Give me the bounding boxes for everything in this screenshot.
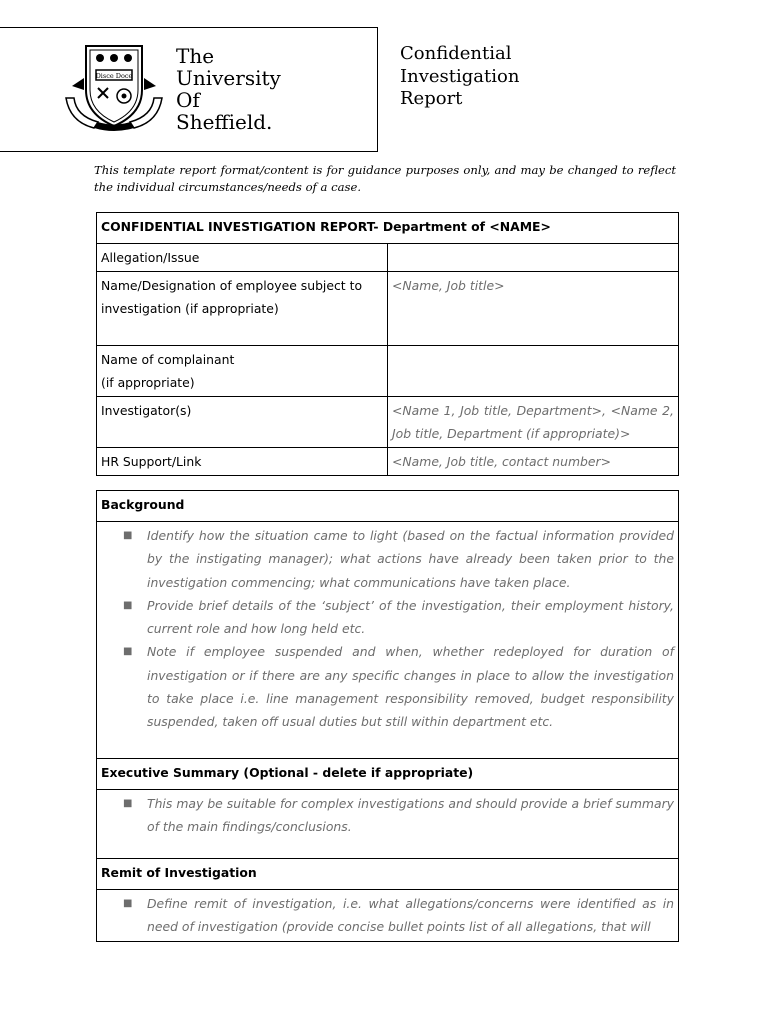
section-heading-remit: Remit of Investigation <box>97 859 679 890</box>
university-crest-icon <box>64 42 164 134</box>
bullet-icon: ■ <box>123 530 133 541</box>
row-label: HR Support/Link <box>97 448 388 476</box>
row-value[interactable]: <Name, Job title> <box>388 272 679 346</box>
section-body-remit[interactable] <box>97 890 679 942</box>
list-item: ■ Identify how the situation came to light (based on the factual information provided by the instigating manager); what actions have already been taken prior to the investigation commencing; what communications have taken place. <box>101 524 674 594</box>
guidance-note: This template report format/content is for guidance purposes only, and may be changed to reflect the individual circumstances/needs of a case. <box>94 163 676 194</box>
bullet-icon: ■ <box>123 646 133 658</box>
university-name-line: The <box>176 44 215 68</box>
row-label: Name/Designation of employee subject to investigation (if appropriate) <box>97 272 388 346</box>
table-row <box>97 448 679 476</box>
list-item: ■ Define remit of investigation, i.e. what allegations/concerns were identified as in need of investigation (provide concise bullet points list of all allegations, that will <box>101 892 674 939</box>
row-label: Allegation/Issue <box>97 244 388 272</box>
table-row <box>97 272 679 346</box>
table-row <box>97 397 679 448</box>
sections-table <box>96 490 679 942</box>
row-label: Name of complainant (if appropriate) <box>97 346 388 397</box>
report-title-line: Confidential <box>400 43 512 64</box>
row-label: Investigator(s) <box>97 397 388 448</box>
section-heading-executive-summary: Executive Summary (Optional - delete if appropriate) <box>97 759 679 790</box>
details-table-heading: CONFIDENTIAL INVESTIGATION REPORT- Department of <NAME> <box>97 213 679 244</box>
bullet-icon: ■ <box>123 599 133 611</box>
row-value[interactable] <box>388 346 679 397</box>
row-value[interactable] <box>388 244 679 272</box>
list-item: ■ This may be suitable for complex investigations and should provide a brief summary of the main findings/conclusions. <box>101 792 674 839</box>
details-table <box>96 212 679 476</box>
university-name-line: Sheffield. <box>176 110 273 134</box>
report-title <box>400 43 519 111</box>
row-value[interactable]: <Name 1, Job title, Department>, <Name 2, Job title, Department (if appropriate)> <box>388 397 679 448</box>
bullet-icon: ■ <box>123 898 133 909</box>
table-row <box>97 244 679 272</box>
section-body-background[interactable] <box>97 522 679 759</box>
university-name-line: University <box>176 66 281 90</box>
report-title-line: Report <box>400 88 463 109</box>
section-heading-background: Background <box>97 491 679 522</box>
university-name-line: Of <box>176 88 200 112</box>
bullet-icon: ■ <box>123 798 133 809</box>
table-row <box>97 346 679 397</box>
list-item: ■ Note if employee suspended and when, whether redeployed for duration of investigation or if there are any specific changes in place to allow the investigation to take place i.e. line management responsibility removed, budget responsibility suspended, taken off usual duties but still within department etc. <box>101 640 674 733</box>
university-name <box>176 45 281 133</box>
report-title-line: Investigation <box>400 65 520 87</box>
section-body-executive-summary[interactable] <box>97 790 679 859</box>
list-item: ■ Provide brief details of the ‘subject’ of the investigation, their employment history, current role and how long held etc. <box>101 594 674 641</box>
row-value[interactable]: <Name, Job title, contact number> <box>388 448 679 476</box>
crest-motto: Disce Doce <box>95 72 133 80</box>
